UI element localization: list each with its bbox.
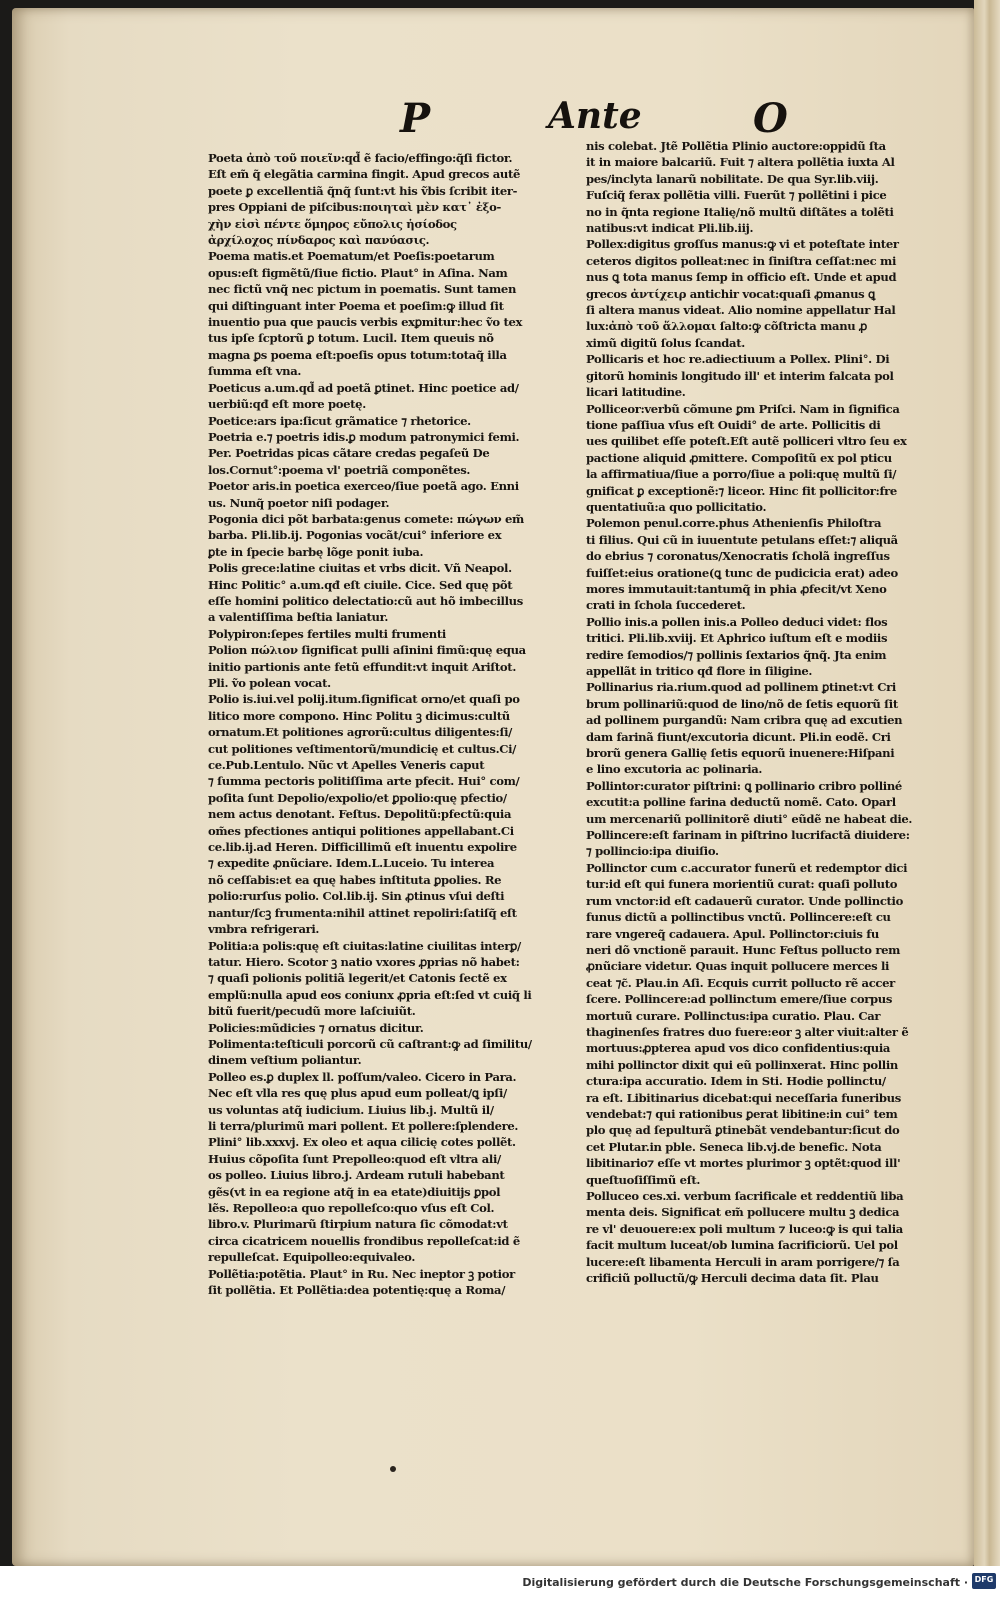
text-line: ornatum.Et politiones agrorũ:cultus diligentes:ſi/ [208,725,513,740]
text-line: mortuũ curare. Pollinctus:ipa curatio. Plau. Car [586,1008,881,1023]
text-line: dam farinã fiunt/excutoria dicunt. Pli.in eodẽ. Cri [586,729,891,744]
text-line: Polleo es.ꝑ duplex ll. poſſum/valeo. Cicero in Para. [208,1069,517,1084]
text-line: Per. Poetridas picas cãtare credas pegaſeũ De [208,446,490,461]
text-line: bitũ fuerit/pecudũ more laſciuiũt. [208,1004,416,1019]
text-line: Pollicaris et hoc re.adiectiuum a Pollex. Plini°. Di [586,352,890,367]
text-line: ti filius. Qui cũ in iuuentute petulans eſſet:⁊ aliquã [586,532,898,547]
text-line: Polio is.iui.vel polij.itum.ſignificat orno/et quaſi po [208,692,520,707]
text-line: Poetor aris.in poetica exerceo/ſiue poetã ago. Enni [208,479,519,494]
text-line: e lino excutoria ac polinaria. [586,762,763,777]
text-line: circa cicatricem nouellis frondibus repolleſcat:id ẽ [208,1233,520,1248]
text-line: neri dõ vnctionẽ parauit. Hunc Feſtus pollucto rem [586,942,901,957]
text-line: ⁊ expedite ꝓnũciare. Idem.L.Luceio. Tu interea [208,856,495,871]
text-line: pes/inclyta lanarũ nobilitate. De qua Syr.lib.viij. [586,171,879,186]
text-line: Pli. ṽo polean vocat. [208,676,331,690]
text-line: funus dictũ a pollinctibus vnctũ. Pollincere:eſt cu [586,910,891,925]
text-line: Poetice:ars ipa:ſicut grãmatice ⁊ rhetorice. [208,413,471,428]
text-line: thaginenſes fratres duo fuere:eor ꝫ alter viuit:alter ẽ [586,1024,909,1039]
text-line: repulleſcat. Equipolleo:equivaleo. [208,1250,416,1265]
text-line: ce.lib.ij.ad Heren. Difficillimũ eſt inuentu expolire [208,840,517,855]
page-edge-stack [974,0,1000,1566]
text-line: Huius cõpoſita ſunt Prepolleo:quod eſt vltra ali/ [208,1151,501,1166]
text-line: ceteros digitos polleat:nec in ſiniſtra ceſſat:nec mi [586,253,896,268]
text-line: ⁊ quaſi polionis politiã legerit/et Catonis ſectẽ ex [208,971,507,986]
text-line: vmbra refrigerari. [208,922,320,937]
footer-bar [0,1566,1000,1599]
text-line: do ebrius ⁊ coronatus/Xenocratis ſcholã ingreſſus [586,549,890,564]
text-line: om̃es pfectiones antiqui politiones appellabant.Ci [208,823,514,838]
text-line: excutit:a polline farina deductũ nomẽ. Cato. Oparl [586,795,896,810]
text-line: mortuus:ꝓpterea apud vos dico confidentius:quia [586,1041,891,1056]
text-line: Polion πώλιον ſignificat pulli aſinini fimũ:quę equa [208,643,526,658]
text-line: Eſt em̃ q̃ elegãtia carmina fingit. Apud grecos autẽ [208,167,521,182]
text-line: ceat ⁊c̃. Plau.in Aſi. Ecquis currit pollucto rẽ accer [586,975,895,990]
text-line: os polleo. Liuius libro.j. Ardeam rutuli habebant [208,1168,505,1183]
text-line: Polimenta:teſticuli porcorũ cũ caſtrant:ꝙ ad ſimilitu/ [208,1036,532,1051]
text-line: ximũ digitũ ſolus ſcandat. [586,335,745,350]
text-line: ce.Pub.Lentulo. Nũc vt Apelles Veneris caput [208,758,485,773]
running-head-letter-right: O [753,95,788,142]
text-column-right [586,138,958,1286]
text-line: facit multum luceat/ob lumina ſacrificiorũ. Uel pol [586,1238,898,1253]
text-line: ꝑte in ſpecie barbę lõge ponit iuba. [208,544,424,559]
text-line: Pollintor:curator piſtrini: ꝗ pollinario cribro polliné [586,778,902,793]
text-line: mihi pollinctor dixit qui eũ pollinxerat. Hinc pollin [586,1057,898,1072]
text-line: Pollio inis.a pollen inis.a Polleo deduci videt: flos [586,614,888,629]
text-line: χὴν εἰσὶ πέντε ὅμηρος εὔπολις ἡσίοδος [208,216,457,231]
text-line: ad pollinem purgandũ: Nam cribra quę ad excutien [586,713,903,728]
text-line: Pogonia dici põt barbata:genus comete: πώγων em̃ [208,511,524,526]
text-line: nantur/ſcꝫ frumenta:nihil attinet repoliri:ſatiſq̃ eſt [208,905,517,920]
text-line: gẽs(vt in ea regione atq̃ in ea etate)diuitijs ꝑpol [208,1184,501,1199]
text-line: Hinc Politic° a.um.qđ eſt ciuile. Cice. Sed quę põt [208,577,513,592]
text-line: lucere:eſt libamenta Herculi in aram porrigere/⁊ ſa [586,1254,900,1269]
text-line: us. Nunq̃ poetor niſi podager. [208,495,390,510]
text-line: nus ꝗ tota manus ſemp in officio eſt. Unde et apud [586,270,897,285]
text-line: Polliceor:verbũ cõmune ꝑm Priſci. Nam in ſignifica [586,401,900,416]
text-line: Pollex:digitus groſſus manus:ꝙ vi et poteſtate inter [586,237,899,252]
text-line: tione paſſiua vſus eſt Ouidi° de arte. Pollicitis di [586,417,881,432]
text-line: qui diſtinguant inter Poema et poeſim:ꝙ illud ſit [208,298,504,313]
text-line: pres Oppiani de piſcibus:ποιηταὶ μὲν κατ᾽ ἐξο- [208,200,501,215]
text-line: magna ꝑs poema eſt:poeſis opus totum:totaq̃ illa [208,347,507,362]
text-line: libitinario⁊ eſſe vt mortes plurimor ꝫ optẽt:quod ill' [586,1156,901,1171]
text-line: Plini° lib.xxxvj. Ex oleo et aqua cilicię cotes pollẽt. [208,1135,516,1150]
text-line: grecos ἀντίχειρ antichir vocat:quaſi ꝓmanus ꝗ [586,286,876,301]
text-line: Pollincere:eſt farinam in piſtrino lucrifactã diuidere: [586,828,910,843]
text-line: menta deis. Significat em̃ pollucere multu ꝫ dedica [586,1205,900,1220]
text-line: inuentio pua que paucis verbis exꝑmitur:hec ṽo tex [208,315,523,330]
text-line: ſit pollẽtia. Et Pollẽtia:dea potentię:quę a Roma/ [208,1283,506,1298]
text-line: crificiũ polluctũ/ꝙ Herculi decima data ſit. Plau [586,1271,879,1286]
text-line: natibus:vt indicat Pli.lib.iij. [586,221,754,236]
text-line: opus:eſt figmẽtũ/ſiue fictio. Plaut° in Aſina. Nam [208,265,508,280]
text-line: ſumma eſt vna. [208,364,302,379]
text-line: Polluceo ces.xi. verbum ſacrificale et reddentiũ liba [586,1189,904,1203]
text-line: Pollinctor cum c.accurator funerũ et redemptor dici [586,860,908,875]
text-line: nec fictũ vnq̃ nec pictum in poematis. Sunt tamen [208,282,517,297]
text-line: poſita ſunt Depolio/expolio/et ꝑpolio:quę pfectio/ [208,790,507,805]
text-line: Policies:mũdicies ⁊ ornatus dicitur. [208,1020,424,1035]
text-line: queſtuoſiſſimũ eſt. [586,1172,701,1187]
text-line: Politia:a polis:quę eſt ciuitas:latine ciuilitas interꝑ/ [208,938,521,953]
text-line: polio:rurſus polio. Col.lib.ij. Sin ꝓtinus vſui deſti [208,889,505,904]
text-line: cut politiones veſtimentorũ/mundicię et cultus.Ci/ [208,741,517,756]
text-line: licari latitudine. [586,385,686,400]
text-line: Poeticus a.um.qd̃ ad poetã ꝑtinet. Hinc poetice ad/ [208,380,519,395]
text-line: it in maiore balcariũ. Fuit ⁊ altera pollẽtia iuxta Al [586,155,895,170]
text-line: los.Cornut°:poema vl' poetriã componẽtes. [208,462,471,477]
text-line: cet Plutar.in pble. Seneca lib.vj.de benefic. Nota [586,1139,882,1154]
text-line: Fuſciq̃ ferax pollẽtia villi. Fuerũt ⁊ pollẽtini i pice [586,188,887,203]
text-line: plo quę ad ſepulturã ꝑtinebãt vendebantur:ſicut do [586,1123,900,1138]
printer-mark [390,1466,396,1472]
text-column-left [208,150,578,1298]
text-line: ꝓnũciare videtur. Quas inquit pollucere merces li [586,959,890,974]
text-line: crati in ſchola ſuccederet. [586,598,746,613]
text-line: gitorũ hominis longitudo ill' et interim falcata pol [586,368,894,383]
text-line: fuiſſet:eius oratione(ꝗ tunc de pudicicia erat) adeo [586,565,898,580]
text-line: quentatiuũ:a quo pollicitatio. [586,499,767,514]
text-line: um mercenariũ pollinitorẽ diuti° eũdẽ ne habeat die. [586,811,913,826]
text-line: Polis grece:latine ciuitas et vrbs dicit. Vñ Neapol. [208,561,512,576]
text-line: ra eſt. Libitinarius dicebat:qui neceſſaria funeribus [586,1090,901,1105]
text-line: Poema matis.et Poematum/et Poeſis:poetarum [208,249,495,264]
text-line: Polypiron:ſepes fertiles multi frumenti [208,626,446,641]
text-line: ἀρχίλοχος πίνδαρος καὶ πανύασις. [208,233,430,248]
text-line: barba. Pli.lib.ij. Pogonias vocãt/cui° inferiore ex [208,528,502,543]
text-line: uerbiũ:qđ eſt more poetę. [208,397,366,412]
text-line: emplũ:nulla apud eos coniunx ꝓpria eſt:ſed vt cuiq̃ li [208,987,532,1002]
text-line: tur:id eſt qui funera morientiũ curat: quaſi polluto [586,877,898,892]
text-line: Polemon penul.corre.phus Athenienſis Philoſtra [586,516,882,531]
text-line: ues quilibet eſſe poteſt.Eſt autẽ polliceri vltro ſeu ex [586,434,907,449]
text-line: ſcere. Pollincere:ad pollinctum emere/ſiue corpus [586,992,893,1007]
text-line: libro.v. Plurimarũ ſtirpium natura ſic cõmodat:vt [208,1217,508,1232]
text-line: pactione aliquid ꝓmittere. Compoſitũ ex pol pticu [586,450,892,465]
text-line: appellãt in tritico qđ flore in ſiligine. [586,664,813,678]
text-line: redire ſemodios/⁊ pollinis ſextarios q̃nq̃. Jta enim [586,647,887,662]
text-line: Poetria e.⁊ poetris idis.ꝑ modum patronymici femi. [208,429,520,444]
text-line: Pollẽtia:potẽtia. Plaut° in Ru. Nec ineptor ꝫ potior [208,1266,515,1281]
text-line: rum vnctor:id eſt cadauerũ curator. Unde pollinctio [586,893,903,908]
text-line: eſſe homini politico delectatio:cũ aut hõ imbecillus [208,593,523,608]
text-line: brum pollinariũ:quod de lino/nõ de ſetis equorũ ſit [586,696,898,711]
text-line: dinem veſtium poliantur. [208,1053,362,1068]
text-line: tatur. Hiero. Scotor ꝫ natio vxores ꝓprias nõ habet: [208,954,520,969]
text-line: rare vngereq̃ cadauera. Apul. Pollinctor:ciuis fu [586,926,879,941]
text-line: nem actus denotant. Feſtus. Depolitũ:pfectũ:quia [208,807,512,822]
text-line: lẽs. Repolleo:a quo repolleſco:quo vſus eſt Col. [208,1201,495,1215]
text-line: li terra/plurimũ mari pollent. Et pollere:ſplendere. [208,1118,519,1133]
text-line: lux:ἀπὸ τοῦ ἅλλομαι ſalto:ꝙ cõſtricta manu ꝓ [586,319,867,334]
text-line: ⁊ ſumma pectoris politiſſima arte pfecit. Hui° com/ [208,774,520,789]
text-line: litico more compono. Hinc Politu ꝫ dicimus:cultũ [208,708,510,723]
text-line: la affirmatiua/ſiue a porro/ſiue a poli:quę multũ ſi/ [586,467,897,482]
text-line: a valentiſſima beſtia laniatur. [208,610,389,625]
text-line: no in q̃nta regione Italię/nõ multũ diſtãtes a tolẽti [586,204,894,219]
footer-credit: Digitalisierung gefördert durch die Deutsche Forschungsgemeinschaft · [522,1576,968,1589]
text-line: Pollinarius ria.rium.quod ad pollinem ꝑtinet:vt Cri [586,680,896,695]
text-line: mores immutauit:tantumq̃ in phia ꝓfecit/vt Xeno [586,581,887,596]
text-line: poete ꝑ excellentiã q̃nq̃ ſunt:vt his ṽbis ſcribit iter- [208,183,518,198]
text-line: us voluntas atq̃ iudicium. Liuius lib.j. Multũ il/ [208,1102,494,1117]
text-line: Nec eſt vlla res quę plus apud eum polleat/ꝗ ipſi/ [208,1086,507,1101]
text-line: brorũ genera Gallię ſetis equorũ inuenere:Hiſpani [586,746,895,761]
text-line: nõ ceſſabis:et ea quę habes inſtituta ꝑpolies. Re [208,872,502,887]
text-line: vendebat:⁊ qui rationibus ꝑerat libitine:in cui° tem [586,1106,898,1121]
text-line: Poeta ἀπὸ τοῦ ποιεῖν:qd̃ ẽ facio/effingo:q̃ſi fictor. [208,151,513,165]
text-line: gnificat ꝑ exceptionẽ:⁊ liceor. Hinc fit pollicitor:fre [586,483,897,498]
text-line: tritici. Pli.lib.xviij. Et Aphrico iuſtum eſt e modiis [586,631,888,646]
dfg-logo [972,1573,996,1589]
text-line: initio partionis ante fetũ effundit:vt inquit Ariſtot. [208,659,517,674]
text-line: ſi altera manus videat. Alio nomine appellatur Hal [586,303,896,318]
text-line: tus ipſe ſcptorũ ꝑ totum. Lucil. Item queuis nõ [208,331,494,346]
dfg-logo-text: DFG [974,1575,994,1584]
text-line: ⁊ pollincio:ipa diuiſio. [586,844,719,859]
text-line: ctura:ipa accuratio. Idem in Sti. Hodie pollinctu/ [586,1074,886,1089]
text-line: nis colebat. Jtẽ Pollẽtia Plinio auctore:oppidũ ſta [586,139,886,153]
text-line: re vl' deuouere:ex poli multum ⁊ luceo:ꝙ is qui talia [586,1221,903,1236]
running-head-letter-left: P [400,95,431,142]
running-head-title: Ante [548,95,642,137]
